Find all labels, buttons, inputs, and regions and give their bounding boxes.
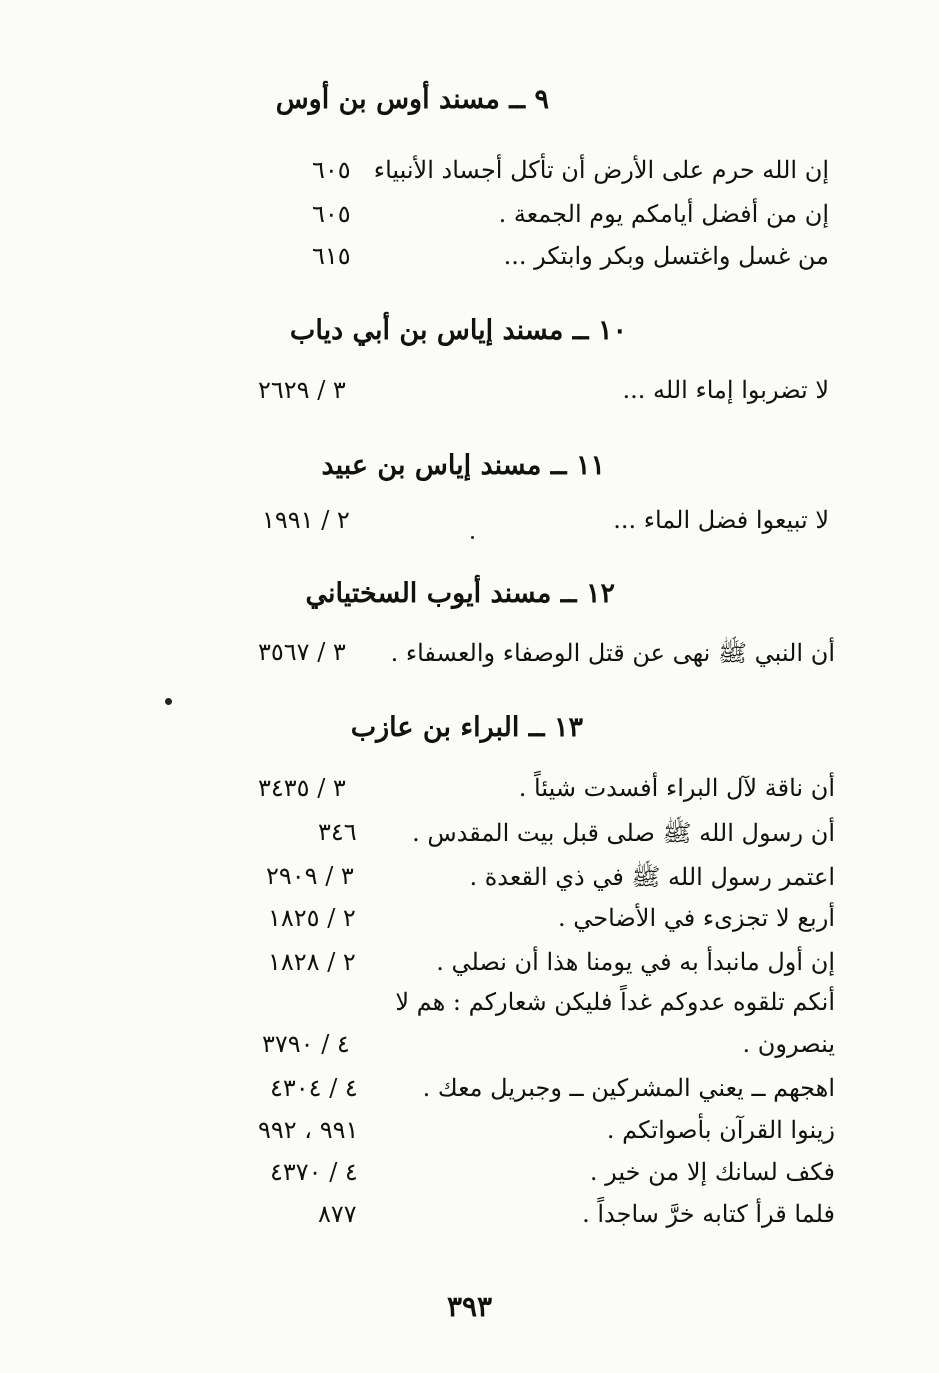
hadith-reference: ٦١٥	[312, 242, 351, 270]
section-heading: ١٠ ــ مسند إياس بن أبي دياب	[289, 315, 627, 346]
hadith-text: فلما قرأ كتابه خرَّ ساجداً .	[582, 1200, 835, 1228]
hadith-entry	[0, 1074, 939, 1114]
section-heading: ٩ ــ مسند أوس بن أوس	[275, 84, 549, 115]
hadith-reference: ٤ / ٣٧٩٠	[262, 1030, 350, 1058]
hadith-text: أنكم تلقوه عدوكم غداً فليكن شعاركم : هم لا	[395, 988, 835, 1016]
hadith-reference: ٤ / ٤٣٠٤	[270, 1074, 358, 1102]
hadith-text: فكف لسانك إلا من خير .	[589, 1158, 835, 1186]
hadith-entry	[0, 1200, 939, 1240]
hadith-reference: ٨٧٧	[318, 1200, 357, 1228]
hadith-reference: ٣ / ٣٥٦٧	[258, 638, 346, 666]
hadith-entry	[0, 988, 939, 1028]
hadith-text: أن رسول الله ﷺ صلى قبل بيت المقدس .	[412, 819, 835, 847]
hadith-reference: ٢ / ١٨٢٨	[268, 948, 356, 976]
hadith-entry	[0, 818, 939, 858]
section-heading: ١٢ ــ مسند أيوب السختياني	[305, 578, 615, 609]
hadith-entry	[0, 242, 939, 282]
hadith-text: إن أول مانبدأ به في يومنا هذا أن نصلي .	[436, 948, 835, 976]
hadith-entry	[0, 1116, 939, 1156]
hadith-text: إن من أفضل أيامكم يوم الجمعة .	[498, 200, 829, 228]
hadith-entry	[0, 376, 939, 416]
hadith-text: زينوا القرآن بأصواتكم .	[606, 1116, 835, 1144]
hadith-entry	[0, 506, 939, 546]
hadith-reference: ٤ / ٤٣٧٠	[270, 1158, 358, 1186]
hadith-entry	[0, 1030, 939, 1070]
hadith-text: لا تبيعوا فضل الماء ...	[613, 506, 829, 534]
hadith-reference: ٢ / ١٩٩١	[262, 506, 350, 534]
hadith-reference: ٣ / ٣٤٣٥	[258, 774, 346, 802]
hadith-reference: ٣٤٦	[318, 818, 357, 846]
hadith-text: ينصرون .	[742, 1030, 835, 1058]
hadith-text: إن الله حرم على الأرض أن تأكل أجساد الأنبياء	[373, 156, 829, 184]
hadith-entry	[0, 638, 939, 678]
hadith-reference: ٩٩١ ، ٩٩٢	[258, 1116, 359, 1144]
hadith-text: أن ناقة لآل البراء أفسدت شيئاً .	[518, 774, 835, 802]
scan-speck	[165, 698, 172, 705]
hadith-text: اهجهم ــ يعني المشركين ــ وجبريل معك .	[422, 1074, 835, 1102]
hadith-text: اعتمر رسول الله ﷺ في ذي القعدة .	[469, 863, 835, 891]
hadith-text: أن النبي ﷺ نهى عن قتل الوصفاء والعسفاء .	[390, 639, 835, 667]
hadith-text: من غسل واغتسل وبكر وابتكر ...	[503, 242, 829, 270]
hadith-entry	[0, 774, 939, 814]
hadith-reference: ٣ / ٢٩٠٩	[266, 862, 354, 890]
section-heading: ١١ ــ مسند إياس بن عبيد	[321, 450, 605, 481]
hadith-reference: ٦٠٥	[312, 156, 351, 184]
page-number: ٣٩٣	[446, 1290, 493, 1323]
scan-speck	[471, 536, 474, 539]
hadith-text: أربع لا تجزىء في الأضاحي .	[557, 904, 835, 932]
hadith-entry	[0, 156, 939, 196]
hadith-entry	[0, 200, 939, 240]
hadith-entry	[0, 904, 939, 944]
hadith-reference: ٣ / ٢٦٢٩	[258, 376, 346, 404]
section-heading: ١٣ ــ البراء بن عازب	[350, 712, 583, 743]
hadith-entry	[0, 862, 939, 902]
hadith-entry	[0, 948, 939, 988]
hadith-text: لا تضربوا إماء الله ...	[622, 376, 829, 404]
hadith-reference: ٢ / ١٨٢٥	[268, 904, 356, 932]
hadith-entry	[0, 1158, 939, 1198]
hadith-reference: ٦٠٥	[312, 200, 351, 228]
